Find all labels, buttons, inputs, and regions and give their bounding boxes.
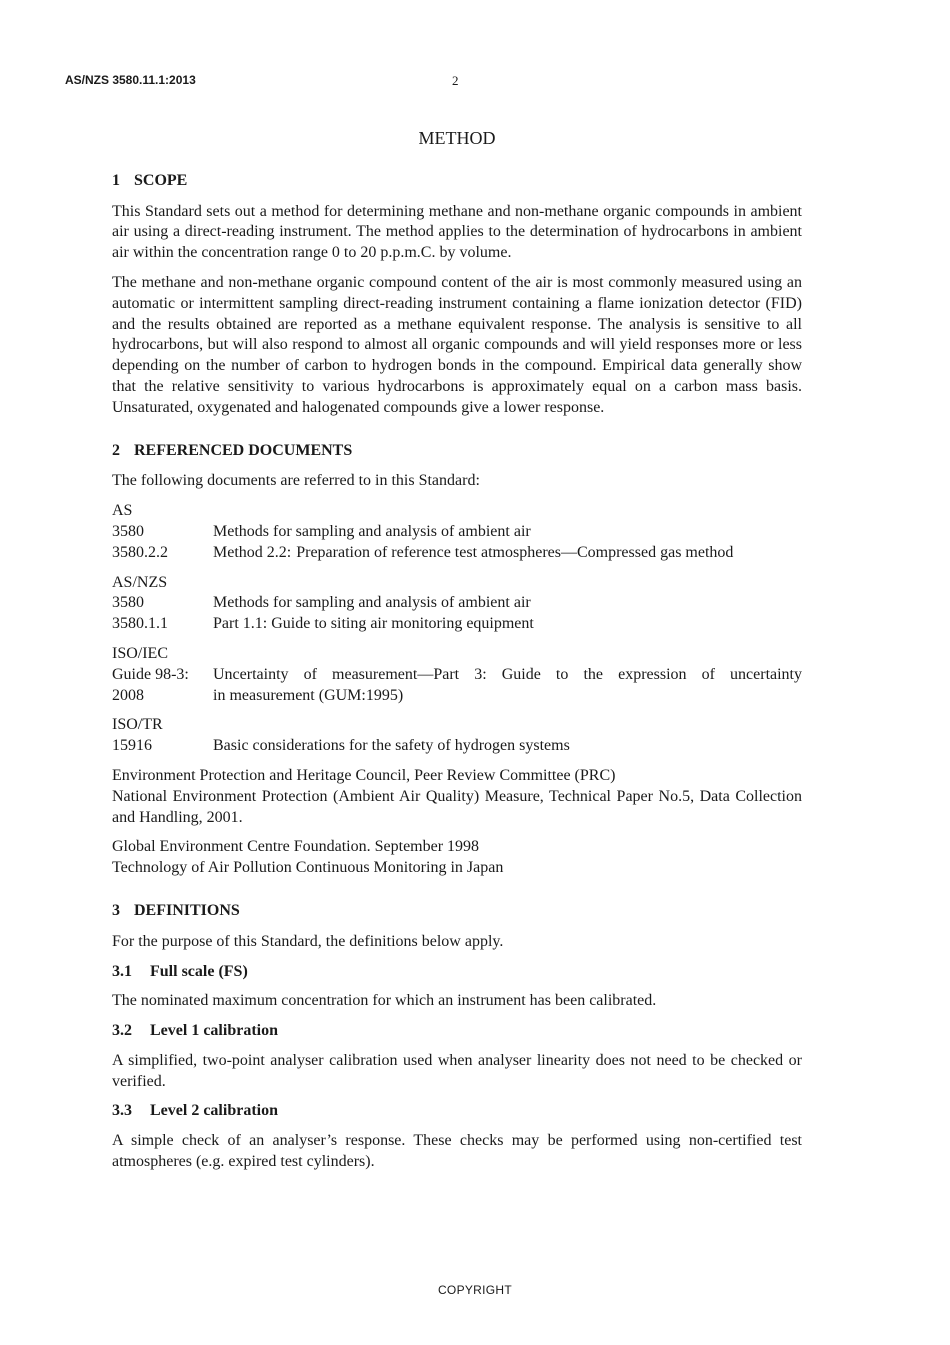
- ref-group-label: AS: [112, 502, 133, 520]
- ref-group-asnzs: [112, 573, 802, 635]
- ref-entry: Guide 98-3: Uncertainty of measurement—Part 3: Guide to the expression of uncertainty: [112, 665, 802, 683]
- section-heading: 3 DEFINITIONS: [112, 901, 240, 919]
- ref-entry: 15916 Basic considerations for the safety of hydrogen systems: [112, 737, 570, 755]
- definition-text: A simplified, two-point analyser calibration used when analyser linearity does not need to be checked or verified.: [112, 1051, 802, 1090]
- definition-text: A simple check of an analyser’s response. These checks may be performed using non-certified test atmospheres (e.g. expired test cylinders).: [112, 1132, 802, 1171]
- ref-group-as: [112, 501, 802, 563]
- ref-entry: 3580 Methods for sampling and analysis of ambient air: [112, 522, 531, 540]
- section-referenced-documents: [112, 441, 802, 879]
- section-heading: 1 SCOPE: [112, 171, 188, 189]
- definition-heading: 3.3 Level 2 calibration: [112, 1102, 278, 1120]
- ref-group-isotr: [112, 715, 802, 757]
- page-number: 2: [452, 73, 459, 88]
- paragraph: The methane and non-methane organic compound content of the air is most commonly measured using an automatic or intermittent sampling direct-reading instrument containing a flame ionization detector (FID) and the results obtained are reported as a methane equivalent response. The analysis is sensitive to all hydrocarbons, but will also respond to almost all organic compounds and will yield responses more or less depending on the number of carbon to hydrogen bonds in the compound. Empirical data generally show that the relative sensitivity to various hydrocarbons is approximately equal on a carbon mass basis. Unsaturated, oxygenated and halogenated compounds give a lower response.: [112, 273, 802, 416]
- definition-heading: 3.2 Level 1 calibration: [112, 1022, 278, 1040]
- definition-heading: 3.1 Full scale (FS): [112, 962, 248, 980]
- other-reference: Environment Protection and Heritage Council, Peer Review Committee (PRC) National Environment Protection (Ambient Air Quality) Measure, Technical Paper No.5, Data Collection and Handling, 2001.: [112, 766, 802, 826]
- section-heading: 2 REFERENCED DOCUMENTS: [112, 441, 353, 459]
- ref-entry: 3580.1.1 Part 1.1: Guide to siting air monitoring equipment: [112, 615, 534, 633]
- ref-group-label: ISO/TR: [112, 716, 163, 734]
- ref-group-isoiec: [112, 644, 802, 706]
- page-title: METHOD: [418, 128, 496, 148]
- ref-group-label: ISO/IEC: [112, 644, 168, 662]
- definition-text: The nominated maximum concentration for which an instrument has been calibrated.: [112, 992, 657, 1010]
- copyright-footer: COPYRIGHT: [437, 1283, 513, 1297]
- section-definitions: [112, 901, 802, 1173]
- other-reference: Global Environment Centre Foundation. September 1998 Technology of Air Pollution Continuous Monitoring in Japan: [112, 838, 504, 877]
- ref-entry: 2008 in measurement (GUM:1995): [112, 686, 404, 704]
- standard-id: AS/NZS 3580.11.1:2013: [65, 73, 196, 87]
- section-scope: [112, 171, 802, 419]
- paragraph: This Standard sets out a method for determining methane and non-methane organic compounds in ambient air using a direct-reading instrument. The method applies to the determination of hydrocarbons in ambient air within the concentration range 0 to 20 p.p.m.C. by volume.: [112, 202, 802, 262]
- ref-group-label: AS/NZS: [112, 573, 168, 591]
- ref-entry: 3580 Methods for sampling and analysis of ambient air: [112, 594, 531, 612]
- paragraph: For the purpose of this Standard, the definitions below apply.: [112, 932, 504, 950]
- ref-entry: 3580.2.2 Method 2.2: Preparation of reference test atmospheres—Compressed gas method: [112, 543, 734, 561]
- paragraph: The following documents are referred to in this Standard:: [112, 472, 480, 490]
- page-content: [112, 128, 802, 1182]
